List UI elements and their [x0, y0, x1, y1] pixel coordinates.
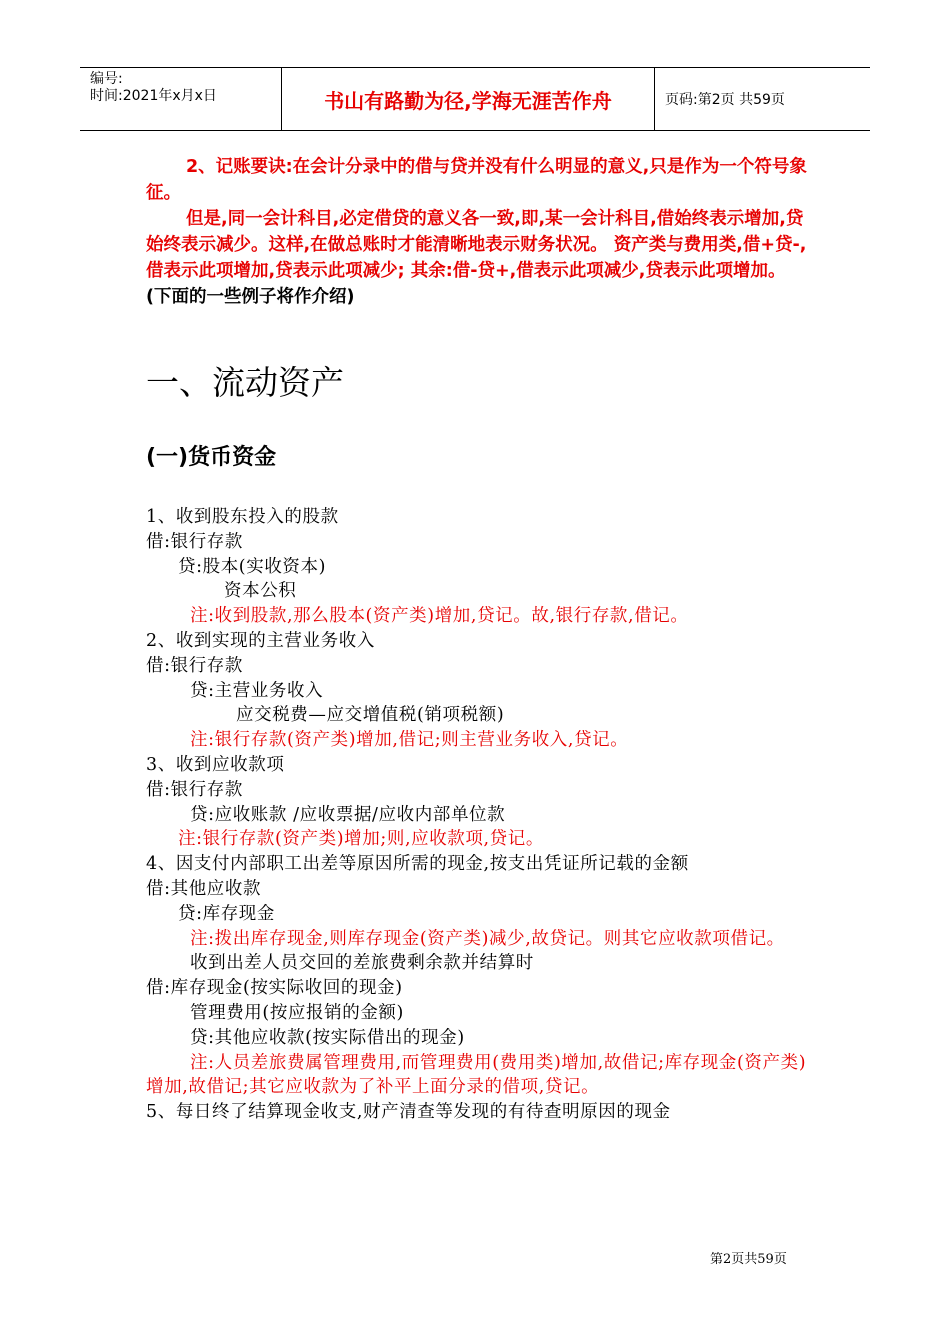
entry-credit: 贷:股本(实收资本) [178, 556, 327, 577]
intro-paragraph-1 [146, 154, 816, 206]
page-header [80, 67, 870, 131]
subsection-heading: (一)货币资金 [146, 445, 277, 470]
entry-credit: 贷:库存现金 [178, 903, 275, 924]
page-footer: 第2页共59页 [710, 1252, 787, 1267]
intro-text-2: 但是,同一会计科目,必定借贷的意义各一致,即,某一会计科目,借始终表示增加,贷始终表示减少。这样,在做总账时才能清晰地表示财务状况。 资产类与费用类,借+贷-,借表示此项增加,贷表示此项减少; 其余:借-贷+,借表示此项减少,贷表示此项增加。 [146, 209, 807, 281]
header-motto: 书山有路勤为径,学海无涯苦作舟 [324, 88, 612, 113]
entry-credit: 贷:其他应收款(按实际借出的现金) [190, 1027, 465, 1048]
header-meta [80, 68, 280, 130]
entry-debit: 借:银行存款 [146, 655, 243, 676]
entry-credit: 应交税费—应交增值税(销项税额) [236, 705, 505, 726]
entry-note: 注:银行存款(资产类)增加;则,应收款项,贷记。 [178, 829, 544, 850]
entry-debit: 借:银行存款 [146, 531, 243, 552]
intro-text-2-tail: (下面的一些例子将作介绍) [146, 287, 355, 307]
entry-title: 收到出差人员交回的差旅费剩余款并结算时 [190, 953, 534, 974]
entry-title: 2、收到实现的主营业务收入 [146, 630, 375, 651]
entry-credit: 贷:主营业务收入 [190, 680, 324, 701]
entry-credit: 贷:应收账款 /应收票据/应收内部单位款 [190, 804, 506, 825]
intro-text-1: 2、记账要诀:在会计分录中的借与贷并没有什么明显的意义,只是作为一个符号象征。 [146, 157, 807, 203]
entry-title: 3、收到应收款项 [146, 754, 285, 775]
time-label: 时间:2021年x月x日 [90, 88, 217, 104]
entry-title: 4、因支付内部职工出差等原因所需的现金,按支出凭证所记载的金额 [146, 854, 689, 875]
code-label: 编号: [90, 71, 123, 87]
section-heading: 一、流动资产 [146, 363, 344, 402]
entry-note: 注:人员差旅费属管理费用,而管理费用(费用类)增加,故借记;库存现金(资产类)增加,故借记;其它应收款为了补平上面分录的借项,贷记。 [146, 1052, 807, 1098]
entry-title: 1、收到股东投入的股款 [146, 507, 339, 527]
entry-debit: 借:银行存款 [146, 779, 243, 800]
entry-debit: 借:其他应收款 [146, 878, 262, 899]
entry-note: 注:收到股款,那么股本(资产类)增加,贷记。故,银行存款,借记。 [190, 606, 689, 627]
intro-paragraph-2 [146, 206, 816, 310]
entry-title: 5、每日终了结算现金收支,财产清查等发现的有待查明原因的现金 [146, 1102, 671, 1123]
entry-debit: 借:库存现金(按实际收回的现金) [146, 978, 403, 999]
header-page-info: 页码:第2页 共59页 [665, 92, 785, 108]
entry-note: 注:拨出库存现金,则库存现金(资产类)减少,故贷记。则其它应收款项借记。 [190, 928, 785, 949]
entry-credit: 资本公积 [224, 581, 297, 602]
entry-debit: 管理费用(按应报销的金额) [190, 1002, 404, 1023]
entries-body [146, 505, 816, 1125]
entry-note: 注:银行存款(资产类)增加,借记;则主营业务收入,贷记。 [190, 730, 629, 751]
